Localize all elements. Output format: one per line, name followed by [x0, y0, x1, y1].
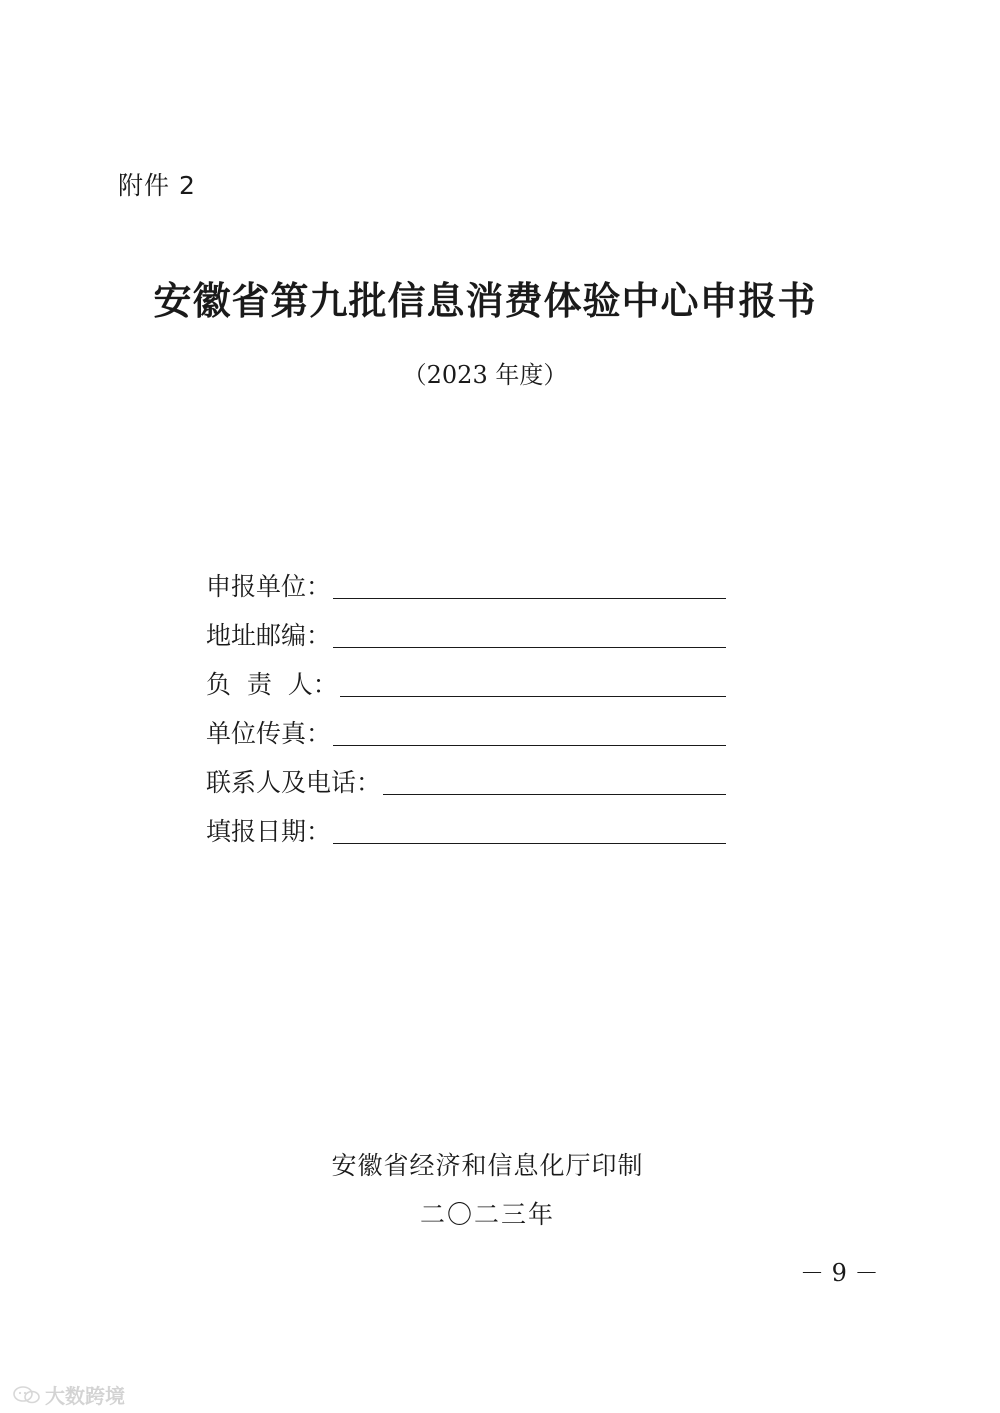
form-row-contact-phone	[206, 749, 726, 798]
fill-in-line	[340, 696, 726, 697]
form-label: 单位传真：	[206, 719, 332, 748]
form-label: 地址邮编：	[206, 621, 332, 650]
form-row-fax	[206, 700, 726, 749]
watermark-text: 大数跨境	[45, 1384, 125, 1408]
fill-in-line	[333, 647, 726, 648]
document-title: 安徽省第九批信息消费体验中心申报书	[153, 279, 817, 323]
form-row-applicant-unit	[206, 553, 726, 602]
issue-year: 二〇二三年	[419, 1200, 555, 1229]
fill-in-line	[383, 794, 726, 795]
wechat-logo-icon	[12, 1385, 42, 1405]
fill-in-line	[333, 598, 726, 599]
page-number: － 9 －	[800, 1259, 879, 1287]
form-label: 联系人及电话：	[206, 768, 382, 797]
form-label: 申报单位：	[206, 572, 332, 601]
issuer-text: 安徽省经济和信息化厅印制	[331, 1151, 644, 1180]
form-row-fill-date	[206, 798, 726, 847]
form-row-address-postcode	[206, 602, 726, 651]
form-label: 填报日期：	[206, 817, 332, 846]
fill-in-line	[333, 843, 726, 844]
fill-in-line	[333, 745, 726, 746]
form-row-person-in-charge	[206, 651, 726, 700]
year-note: （2023 年度）	[402, 361, 568, 389]
application-form	[206, 553, 726, 847]
watermark	[12, 1380, 125, 1409]
attachment-label: 附件 2	[118, 171, 196, 200]
form-label: 负 责 人：	[206, 670, 338, 699]
